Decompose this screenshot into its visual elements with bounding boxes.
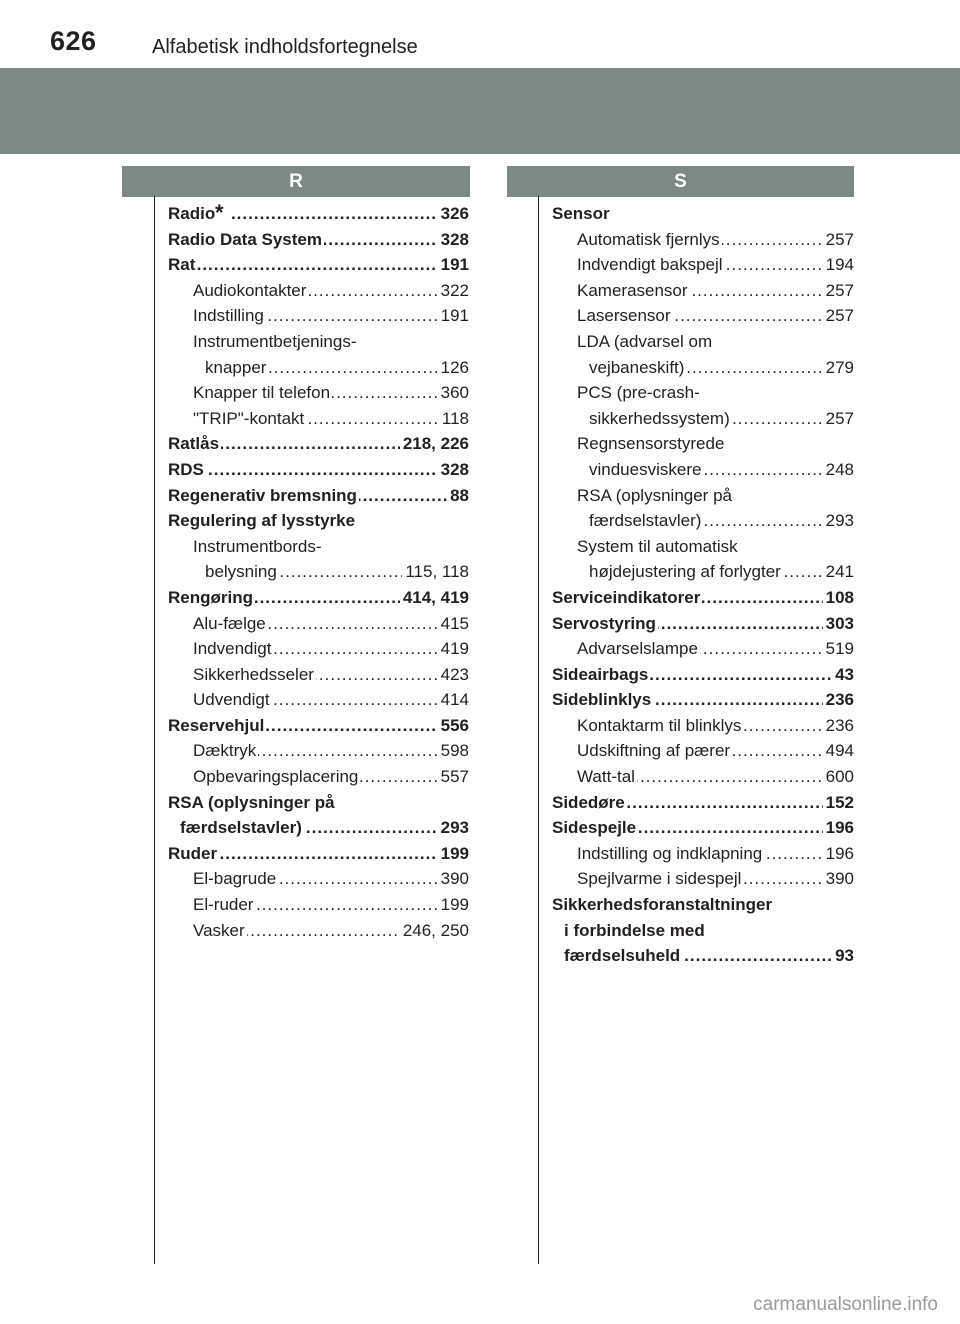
index-entry <box>193 764 469 790</box>
index-entry <box>168 227 469 253</box>
column-divider-right <box>538 196 539 1264</box>
index-entry <box>168 508 469 534</box>
index-entry <box>193 662 469 688</box>
index-entry <box>577 431 854 457</box>
entry-page-ref: 248 <box>823 457 854 483</box>
entry-term: Sikkerhedsseler <box>193 662 316 688</box>
entry-page-ref: 236 <box>823 713 854 739</box>
entry-term: Sidedøre <box>552 790 627 816</box>
entry-term: Sensor <box>552 204 610 223</box>
index-entry <box>552 790 854 816</box>
entry-page-ref: 414, 419 <box>400 585 469 611</box>
entry-page-ref: 118 <box>439 406 469 432</box>
index-entry <box>552 201 854 227</box>
index-entry <box>552 585 854 611</box>
entry-page-ref: 328 <box>438 227 469 253</box>
entry-page-ref: 494 <box>823 738 854 764</box>
entry-page-ref: 43 <box>832 662 854 688</box>
entry-page-ref: 199 <box>438 841 469 867</box>
index-entry <box>577 380 854 406</box>
leader-dots <box>168 252 469 278</box>
index-entry <box>577 713 854 739</box>
index-entry <box>577 278 854 304</box>
entry-term: vinduesviskere <box>589 457 703 483</box>
entry-term: RSA (oplysninger på <box>168 792 335 812</box>
entry-term: Ratlås <box>168 431 221 457</box>
index-entry <box>193 892 469 918</box>
entry-page-ref: 218, 226 <box>400 431 469 457</box>
entry-page-ref: 257 <box>823 303 854 329</box>
index-entry <box>180 815 469 841</box>
index-entry <box>552 815 854 841</box>
index-entry <box>589 406 854 432</box>
entry-term: Advarselslampe <box>577 636 700 662</box>
entry-page-ref: 257 <box>823 227 854 253</box>
index-entry <box>168 713 469 739</box>
entry-term: Sikkerhedsforanstaltninger <box>552 895 773 915</box>
index-entry <box>564 943 854 969</box>
entry-term: Vasker <box>193 918 247 944</box>
index-entry <box>193 918 469 944</box>
entry-term: Rengøring <box>168 585 255 611</box>
index-entry <box>193 329 469 355</box>
index-entry <box>193 534 469 560</box>
index-entry <box>577 227 854 253</box>
entry-page-ref: 303 <box>823 611 854 637</box>
index-entry <box>577 636 854 662</box>
index-entry <box>589 457 854 483</box>
entry-page-ref: 279 <box>823 355 854 381</box>
entry-term: El-ruder <box>193 892 255 918</box>
index-entry <box>193 687 469 713</box>
entry-term: "TRIP"-kontakt <box>193 406 306 432</box>
page-number: 626 <box>50 26 97 56</box>
entry-term: højdejustering af forlygter <box>589 559 783 585</box>
entry-page-ref: 419 <box>438 636 469 662</box>
entry-term: vejbaneskift) <box>589 355 686 381</box>
index-entry <box>193 278 469 304</box>
index-column-s <box>552 201 854 969</box>
index-entry <box>589 508 854 534</box>
index-entry <box>168 201 469 227</box>
index-entry <box>168 431 469 457</box>
entry-page-ref: 199 <box>438 892 469 918</box>
entry-term: Serviceindikatorer <box>552 585 702 611</box>
index-entry <box>168 790 469 816</box>
entry-term: Indvendigt bakspejl <box>577 252 725 278</box>
index-entry <box>577 329 854 355</box>
entry-term: Radio <box>168 201 229 227</box>
entry-page-ref: 600 <box>823 764 854 790</box>
index-entry <box>577 483 854 509</box>
index-entry <box>168 841 469 867</box>
index-entry <box>589 559 854 585</box>
entry-page-ref: 246, 250 <box>400 918 469 944</box>
entry-term: Ruder <box>168 841 219 867</box>
entry-page-ref: 88 <box>447 483 469 509</box>
index-entry <box>577 252 854 278</box>
index-entry <box>552 892 854 918</box>
index-entry <box>168 252 469 278</box>
entry-page-ref: 196 <box>823 815 854 841</box>
entry-page-ref: 414 <box>438 687 469 713</box>
entry-term: Udskiftning af pærer <box>577 738 732 764</box>
entry-page-ref: 415 <box>438 611 469 637</box>
entry-page-ref: 126 <box>438 355 469 381</box>
entry-term: Audiokontakter <box>193 278 308 304</box>
entry-term: RSA (oplysninger på <box>577 485 732 505</box>
entry-page-ref: 152 <box>823 790 854 816</box>
entry-page-ref: 423 <box>438 662 469 688</box>
index-entry <box>577 841 854 867</box>
entry-term: Watt-tal <box>577 764 637 790</box>
watermark-logo: carmanualsonline.info <box>753 1294 938 1315</box>
entry-term: RDS <box>168 457 206 483</box>
entry-term: Sideairbags <box>552 662 650 688</box>
index-entry <box>552 611 854 637</box>
entry-page-ref: 360 <box>438 380 469 406</box>
index-entry <box>193 866 469 892</box>
entry-page-ref: 194 <box>823 252 854 278</box>
entry-page-ref: 93 <box>832 943 854 969</box>
entry-term: Sidespejle <box>552 815 638 841</box>
entry-page-ref: 598 <box>438 738 469 764</box>
entry-term: Radio Data System <box>168 227 324 253</box>
index-entry <box>193 636 469 662</box>
page-header <box>0 0 960 68</box>
entry-term: Dæktryk <box>193 738 258 764</box>
entry-page-ref: 115, 118 <box>402 559 469 585</box>
index-entry <box>577 303 854 329</box>
index-entry <box>552 687 854 713</box>
index-entry <box>168 457 469 483</box>
entry-term: Indstilling og indklapning <box>577 841 764 867</box>
entry-page-ref: 557 <box>438 764 469 790</box>
entry-term: Knapper til telefon <box>193 380 332 406</box>
entry-page-ref: 236 <box>823 687 854 713</box>
entry-term: Regenerativ bremsning <box>168 483 359 509</box>
index-entry <box>577 738 854 764</box>
entry-term: færdselstavler) <box>180 815 304 841</box>
entry-term: Opbevaringsplacering <box>193 764 360 790</box>
entry-term: Reservehjul <box>168 713 266 739</box>
entry-term: Indvendigt <box>193 636 273 662</box>
entry-page-ref: 390 <box>823 866 854 892</box>
index-entry <box>193 380 469 406</box>
index-entry <box>193 611 469 637</box>
entry-page-ref: 390 <box>438 866 469 892</box>
index-entry <box>168 483 469 509</box>
section-header-r: R <box>122 166 470 197</box>
entry-term: Automatisk fjernlys <box>577 227 722 253</box>
entry-page-ref: 326 <box>438 201 469 227</box>
entry-term: Instrumentbords- <box>193 536 322 556</box>
entry-term: sikkerhedssystem) <box>589 406 732 432</box>
header-banner <box>0 68 960 154</box>
entry-term: System til automatisk <box>577 536 738 556</box>
index-entry <box>577 866 854 892</box>
entry-term: Regulering af lysstyrke <box>168 511 356 531</box>
entry-page-ref: 293 <box>438 815 469 841</box>
entry-page-ref: 196 <box>823 841 854 867</box>
index-entry <box>168 585 469 611</box>
entry-term: PCS (pre-crash- <box>577 383 700 403</box>
entry-term: belysning <box>205 559 279 585</box>
entry-term: El-bagrude <box>193 866 278 892</box>
index-entry <box>577 764 854 790</box>
index-column-r <box>168 201 469 943</box>
index-entry <box>193 303 469 329</box>
entry-page-ref: 108 <box>823 585 854 611</box>
column-divider-left <box>154 196 155 1264</box>
entry-term: Rat <box>168 252 197 278</box>
entry-page-ref: 322 <box>438 278 469 304</box>
index-entry <box>205 355 469 381</box>
section-header-s: S <box>507 166 854 197</box>
entry-term: Alu-fælge <box>193 611 268 637</box>
entry-term: Servostyring <box>552 611 658 637</box>
entry-page-ref: 257 <box>823 406 854 432</box>
entry-page-ref: 519 <box>823 636 854 662</box>
entry-term: Kontaktarm til blinklys <box>577 713 743 739</box>
index-entry <box>564 918 854 944</box>
index-entry <box>589 355 854 381</box>
index-entry <box>193 738 469 764</box>
entry-term: LDA (advarsel om <box>577 331 713 351</box>
entry-term: Sideblinklys <box>552 687 653 713</box>
entry-page-ref: 328 <box>438 457 469 483</box>
entry-page-ref: 191 <box>438 303 469 329</box>
entry-term: Instrumentbetjenings- <box>193 331 357 351</box>
entry-term: færdselstavler) <box>589 508 703 534</box>
entry-term: knapper <box>205 355 268 381</box>
index-entry <box>577 534 854 560</box>
entry-page-ref: 191 <box>438 252 469 278</box>
entry-page-ref: 241 <box>823 559 854 585</box>
entry-page-ref: 556 <box>438 713 469 739</box>
index-entry <box>193 406 469 432</box>
entry-term: Spejlvarme i sidespejl <box>577 866 743 892</box>
entry-term: i forbindelse med <box>564 920 705 940</box>
page-title: Alfabetisk indholdsfortegnelse <box>152 36 418 58</box>
entry-term: Regnsensorstyrede <box>577 434 725 454</box>
leader-dots <box>168 457 469 483</box>
entry-page-ref: 293 <box>823 508 854 534</box>
entry-page-ref: 257 <box>823 278 854 304</box>
index-entry <box>205 559 469 585</box>
entry-term: færdselsuheld <box>564 943 682 969</box>
index-entry <box>552 662 854 688</box>
entry-term: Lasersensor <box>577 303 673 329</box>
entry-term: Indstilling <box>193 303 266 329</box>
entry-term: Udvendigt <box>193 687 272 713</box>
entry-term: Kamerasensor <box>577 278 690 304</box>
